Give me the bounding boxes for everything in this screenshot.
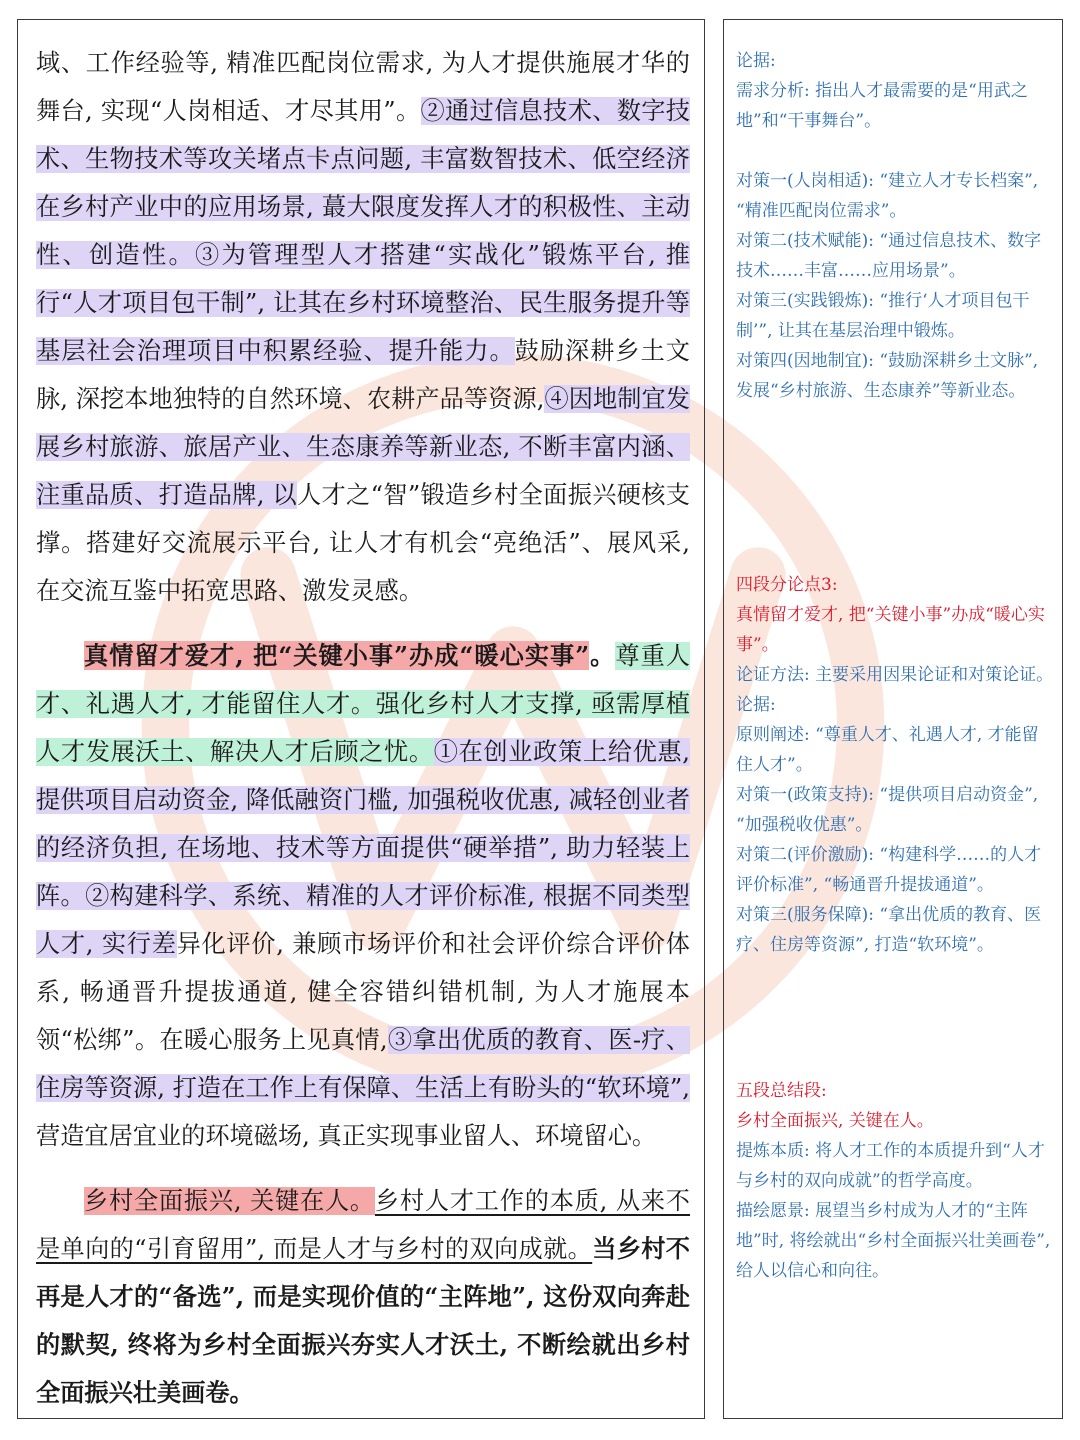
annotation-thesis: 真情留才爱才, 把“关键小事”办成“暖心实事”。 [736,605,1045,655]
p1-strategy-2: ②通过信息技术、数字技术、生物技术等攻关堵点卡点问题, 丰富数智技术、低空经济在乡村产业中的应用场景, 蕞大限度发挥人才的积极性、主动性、创造性。 [36,97,690,269]
p3-thesis: 乡村全面振兴, 关键在人。 [84,1187,375,1215]
paragraph-4 [36,632,690,1160]
annotation-line: 对策一(政策支持): “提供项目启动资金”, “加强税收优惠”。 [736,785,1039,835]
annotation-line: 对策三(服务保障): “拿出优质的教育、医疗、住房等资源”, 打造“软环境”。 [736,905,1042,955]
annotation-line: 论据: [736,51,776,71]
annotation-line: 对策一(人岗相适): “建立人才专长档案”, “精准匹配岗位需求”。 [736,171,1039,221]
p2-strategy-2-start: ②构建科学、系统、精准的人才评价标准, 根据不同类型人才, 实行差 [36,882,690,958]
annotation-group-conclusion [736,1076,1054,1286]
p2-strategy-2-rest: 异化评价, 兼顾市场评价和社会评价综合评价体系, 畅通晋升提拔通道, 健全容错纠错机制, 为人才施展本领“松绑”。在暖心服务上见真情, [36,930,690,1054]
annotation-group-point-3 [736,570,1054,960]
annotation-line: 对策二(技术赋能): “通过信息技术、数字技术……丰富……应用场景”。 [736,231,1042,281]
annotation-title: 五段总结段: [736,1081,827,1101]
p2-thesis-period: 。 [589,641,616,670]
paragraph-3-tail [36,39,690,615]
annotation-group-evidence [736,46,1054,136]
annotation-thesis: 乡村全面振兴, 关键在人。 [736,1111,934,1131]
p3-vision: 当乡村不再是人才的“备选”, 而是实现价值的“主阵地”, 这份双向奔赴的默契, 终将为乡村全面振兴夯实人才沃土, 不断绘就出乡村全面振兴壮美画卷。 [36,1234,690,1407]
annotation-line: 论据: [736,695,776,715]
annotation-line: 论证方法: 主要采用因果论证和对策论证。 [736,665,1054,685]
p2-thesis: 真情留才爱才, 把“关键小事”办成“暖心实事” [84,641,590,670]
p1-sentence-6: 人才之“智”锻造乡村全面振兴硬核支撑。搭建好交流展示平台, 让人才有机会“亮绝活”、展风采, 在交流互鉴中拓宽思路、激发灵感。 [36,481,690,605]
p1-strategy-4: ④因地制宜发展乡村旅游、旅居产业、生态康养等新业态, 不断丰富内涵、注重品质、打造品牌, 以 [36,385,690,509]
p3-essence: 乡村人才工作的本质, 从来不是单向的“引育留用”, 而是人才与乡村的双向成就。 [36,1187,690,1263]
annotation-line: 原则阐述: “尊重人才、礼遇人才, 才能留住人才”。 [736,725,1039,775]
annotation-line: 需求分析: 指出人才最需要的是“用武之地”和“干事舞台”。 [736,81,1028,131]
annotation-line: 描绘愿景: 展望当乡村成为人才的“主阵地”时, 将绘就出“乡村全面振兴壮美画卷”, 给人以信心和向往。 [736,1201,1051,1281]
annotation-line: 提炼本质: 将人才工作的本质提升到“人才与乡村的双向成就”的哲学高度。 [736,1141,1045,1191]
p2-sentence-end: 营造宜居宜业的环境磁场, 真正实现事业留人、环境留心。 [36,1122,657,1150]
annotation-line: 对策三(实践锻炼): “推行‘人才项目包干制’”, 让其在基层治理中锻炼。 [736,291,1030,341]
p2-principle: 尊重人才、礼遇人才, 才能留住人才。强化乡村人才支撑, 亟需厚植人才发展沃土、解决人才后顾之忧。 [36,642,690,766]
annotation-line: 对策二(评价激励): “构建科学……的人才评价标准”, “畅通晋升提拔通道”。 [736,845,1042,895]
annotation-title: 四段分论点3: [736,575,838,595]
p1-sentence-1: 域、工作经验等, 精准匹配岗位需求, 为人才提供施展才华的舞台, 实现“人岗相适、才尽其用”。 [36,49,690,125]
annotation-group-strategies [736,166,1054,406]
p1-sentence-4: 鼓励深耕乡土文脉, 深挖本地独特的自然环境、农耕产品等资源, [36,337,690,413]
p2-strategy-1: ①在创业政策上给优惠, 提供项目启动资金, 降低融资门槛, 加强税收优惠, 减轻创业者的经济负担, 在场地、技术等方面提供“硬举措”, 助力轻装上阵。 [36,738,690,910]
annotation-panel [723,19,1063,1419]
annotation-line: 对策四(因地制宜): “鼓励深耕乡土文脉”, 发展“乡村旅游、生态康养”等新业态。 [736,351,1039,401]
essay-panel [17,19,705,1419]
paragraph-5 [36,1177,690,1417]
p2-strategy-3: ③拿出优质的教育、医-疗、住房等资源, 打造在工作上有保障、生活上有盼头的“软环境”, [36,1026,690,1102]
p1-strategy-3: ③为管理型人才搭建“实战化”锻炼平台, 推行“人才项目包干制”, 让其在乡村环境整治、民生服务提升等基层社会治理项目中积累经验、提升能力。 [36,241,690,365]
